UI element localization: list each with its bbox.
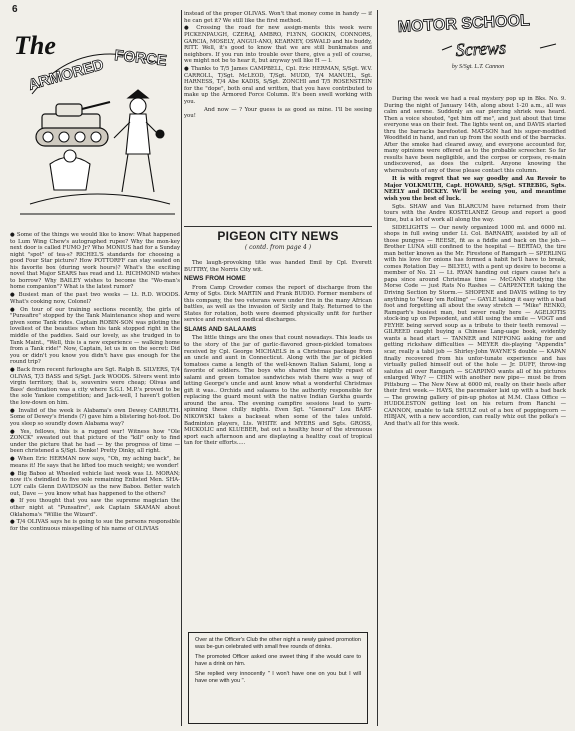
subhead-slams-and-salaams: SLAMS AND SALAAMS (184, 325, 257, 333)
paragraph: ● T/4 OLIVAS says he is going to sue the persons responsible for the continuous misspelling of his name of OLIVIAS (10, 519, 180, 533)
subhead-news-from-home: NEWS FROM HOME (184, 275, 246, 283)
motor-title-line2: Screws (455, 37, 507, 60)
tank-drawing (36, 102, 110, 146)
paragraph: The little things are the ones that count nowadays. This leads us to the story of the jar of garlic-flavored green-pickled tomatoes received by Cpl. George MICHAELS in a Christmas package from an uncle and aunt in Connecticut. Along with the jar of pickled tomatoes came a length of the well-known Italian Salami, long a favorite of soldiers. The boys who shared the nightly repast of salami and green tomatoe sandwiches wish there was a way of letting George's uncle and aunt know what a wonderful Christmas gift it was.. Orchids and salaams to the authority responsible for replacing the guard mount with the native Indian Gurkha guards around the area. The evening campfire sessions lead to yarn-spinning these chilly nights. Even Sgt. "General" Lou BART-NIKOWSKI takes a backseat when some of the tales unfold. Badminton players, Lts. WHITE and MYERS and Sgts. GROSS, MICKOLIC and KLUEBER, bat out a healthy hour of the strenuous sport each afternoon and are displaying a healthy coat of tropical tan for their efforts..... (184, 335, 372, 447)
officers-club-notice-box (188, 632, 368, 724)
masthead-title-right: FORCE (113, 47, 168, 70)
paragraph: From Camp Crowder comes the report of discharge from the Army of Sgts. Dick MARTIN and Frank BUDIO. Former members of this company, the two veterans were under fire in the many African battles, as well as the invasion of Sicily and Italy. Returned to the States for rotation, both were deemed physically unfit for further service and received medical discharges. (184, 284, 372, 324)
pigeon-city-news-title: PIGEON CITY NEWS (217, 229, 339, 243)
section-rule (184, 226, 372, 227)
intro-paragraph: The laugh-provoking title was handed Emil by Cpl. Everett BUTTRY, the Norris City wit. (184, 260, 372, 273)
armored-force-illustration (10, 14, 180, 226)
page-number: 6 (12, 4, 18, 15)
paragraph: ● On tour of our training sections recently, the girls of "Punsafire" stopped by the Tank Maintenance shop and were given some Tank rides. Captain ROBIN-SON was piloting the loveliest of the beauties when his tank stopped right in the middle of the paddies. Said our lovely, as she trudged in to Tank Maint., "Well, this is a new experience — walking home from a Tank ride!" Now, Captain, let us in on the secret: Did you or didn't you know you didn't have gas enough for the round trip? (10, 306, 180, 366)
pigeon-city-news-subtitle: ( contd. from page 4 ) (244, 244, 312, 251)
motor-byline: by S/Sgt. L.T. Cannon (451, 64, 505, 70)
paragraph: instead of the proper OLIVAS. Won't that money come in handy — if he can get it? We still like the first method. (184, 11, 372, 24)
paragraph: Sgts. SHAW and Van BLARCUM have returned from their tours with the Andre KOSTELANEZ Group and report a good time, but a lot of work all along the way. (384, 203, 566, 223)
figures-drawing (20, 90, 175, 214)
motor-school-logo (390, 10, 566, 62)
paragraph: SIDELIGHTS — Our newly organized 1000 ml. and 6000 ml. shops in full swing under Lt. Col. BARNABY, assisted by all of those pungyos — REESE, fit as a fiddle and back on the job.— Brother LUNA still confined to the hospital — BERTAO, the tire man better known as the Mr. Firestone of Ramgarh — SPERLING with his love for onions has formed a habit he'll have to break, comes Rotation Day — BILYEU, with a pent up desire to become a member of No. 21 — Lt. RYAN handing out cigars cause he's a papa since around Christmas time — McCANN studying the Morse Code — just Rats No Rashes — CARPENTER taking the Driving Section by Storm.— SHOPENE and DAVIS willing to try anything to "Keep 'em Rolling" — GAYLE taking it easy with a bad foot and forgetting all about the sway stretch — "Mike" RENKO, Ramgarh's busiest man, but never really here — AGELIOTIS stock-ing up on Pepsodent, and still using the smile — VOGT and FEYHE being served soup as a tribute to their teeth removal — GILREED caught buying a Chinese Lang-uage book, evidently wants a head start — TANNER and NIFFONG asking for and getting rickshaw difficulties — MEYER dis-playing "Appendix" scar, really a tabil job — Shirley-John WAYNE'S double — KAPAN finally recovered from his unfor-tunate experience and has virtually pulled himself out of the hole — Jr. DUFF, throw-ing salutes all over Ramgarh — SCARPINO wants all of his pictures enlarged Why? — CHIN with another new pipe— must be from Pittsburg — The New New at 6000 ml, really on their heels after their first week.— HAYS, the pacemaker laid up with a bad back — The growing gallery of pin-up photos at M.M. Class Office — HUDDLESTON getting lost on his return from Ranchi — CANNON, unable to talk SHULZ out of a box of poppingcorn — HIBJAN, with a new accordion, can really whiz out the polka's — And that's all for this week. (384, 224, 566, 427)
paragraph: During the week we had a real mystery pop up in Bks. No. 9. During the night of January 14th, along about 1-20 a.m., all was calm and serene. Suddenly an ear piercing shriek was heard. Then a voice shouted, "get him off me", and just about that time everyone was on their feet. The lights went on, and DAVIS started thru the barracks barefooted. MAT-SON had his super-modified Woodfield in hand, and ran up from the south end of the barracks. After the smoke had cleared away, and everyone accounted for, many opinions were offered as to the probable screecher. So far results have been negligible, and the corpse or corpses, re-main undiscovered, as does the culprit. Anyone knowing the whereabouts of any of these please contact this column. (384, 96, 566, 175)
paragraph: The promoted Officer asked one sweet thing if she would care to have a drink on him. (195, 654, 361, 667)
motor-school-screws-header (390, 10, 566, 82)
paragraph: ● If you thought that you saw the supreme magician the other night at "Punsafire", ask Captain SKAMAN about Oklahoma's "Willie the Wizard". (10, 498, 180, 518)
column-rule (181, 10, 182, 726)
paragraph: ● Busiest man of the past two weeks — Lt. R.D. WOODS. What's cooking now, Colonel? (10, 292, 180, 305)
paragraph: ● Big Baboo at Wheeled vehicle last week was Lt. MORAN; now it's dwindled to five sole remaining Enlisted Men. SHA-LOY calls Glenn DAVIDSON as the new Baboo. Better watch out, Dave — you know what has happened to the others? (10, 470, 180, 497)
paragraph: ● Crossing the road for new assign-ments this week were PICKENPAUGH, CZERAJ, AMBRO, FLYNN, GOOKIN, CONNORS, GARCIA, MOSELY, ANGUI-ANO, KEARNEY, OSWALD and his buddy, RITT. Well, it's good to know that we are still bunkmates and neighbors. If you run into trouble over there, give a yell of course, we might not be to hear it, but anyway yell like H — l. (184, 25, 372, 65)
paragraph: Over at the Officer's Club the other night a newly gained promotion was be-gun celebrated with small free rounds of drinks. (195, 637, 361, 650)
paragraph: ● Thanks to T/5 James CAMPBELL, Cpl. Eric HERMAN, S/Sgt. W.V. CARROLL, T/Sgt. McLEOD, T/Sgt. MUDD, T/4 MANUEL, Sgt. HARNESS, T/4 Abe KADIS, S/Sgt. ZONCHI and T/5 ROSENSTEIN for the "dope", both oral and written, that you have contributed to make up the Armored Force Column. It's been swell working with you. (184, 66, 372, 105)
motor-title-line1: MOTOR SCHOOL (397, 12, 531, 36)
paragraph: She replied very innocently " I won't have one on you but I will have one with you ". (195, 671, 361, 684)
paragraph: ● Yes, fellows, this is a rugged war! Witness how "Ole ZONCK" sweated out that picture of the "kill" only to find under the picture that he had — by the progress of time — been christened a S/Sgt. Denke! Pretty Dinky, all right. (10, 428, 180, 455)
paragraph: ● Some of the things we would like to know: What happened to Lum Wing Chew's autographed rupee? Why the mon-key next door is called FUMO Jr? Who MONIUS had for a Sunday night "spot" of tea-s? RICHEL'S standards for choosing a good Four Star picture? How POTTORFF can stay seated on his favorite box (during work hours)? What's the exciting novel that Major SEARS has read and Lt. RICHMOND wishes to borrow? Why BAILEY wishes to become the "Wo-man's home companion"? What is the latest rumor? (10, 232, 180, 291)
column-rule (377, 10, 378, 726)
paragraph: ● Invalid of the week is Alabama's own Dewey CARRUTH. Some of Dewey's friends (?) gave him a blistering hot-foot. Do you sleep so soundly down Alabama way? (10, 407, 180, 427)
paragraph: ● When Eric HERMAN now says, "Oh, my aching back", he means it! He says that he lifted too much weight; we wonder! (10, 456, 180, 469)
column-motor-school (384, 96, 566, 726)
masthead-title-left: ARMORED (26, 56, 106, 94)
masthead-the: The (14, 31, 56, 60)
armored-force-masthead (10, 14, 180, 226)
column-armored-force (10, 232, 180, 724)
paragraph: And now — ? Your guess is as good as mine. I'll be seeing you! (184, 106, 372, 120)
column-armored-force-continued (184, 11, 372, 223)
column-pigeon-city-news (184, 260, 372, 625)
paragraph: ● Back from recent furloughs are Sgt. Ralph B. SILVERS, T/4 OLIVAS, T/3 BASS and S/Sgt. Jack WOODS. Silvers went into virgin territory, that is, souvenirs were cheap; Olivas and Bass' destination was a city where S.G.I. M.P.'s proved to be the sole Yankee competition; and Jack-well, I haven't gotten the low-down on him. (10, 367, 180, 406)
paragraph: It is with regret that we say goodby and Au Revoir to Major VOLKMUTH, Capt. HOWARD, S/Sgt. STREBIG, Sgts. NEELY and DICKEY. We'll be seeing you, and meantime wish you the best of luck. (384, 175, 566, 202)
